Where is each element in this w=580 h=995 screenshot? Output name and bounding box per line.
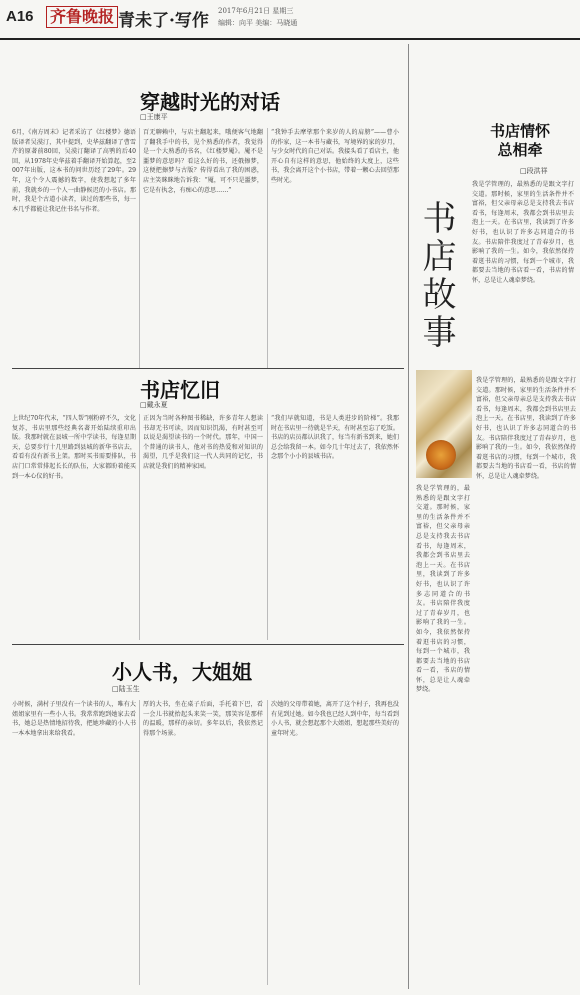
article-column: 百无聊赖中，与店主翻起来，哦便客气地翻了翻我手中的书，见个熟悉的作者，我觉得是一个大熟悉的书名，《红楼梦魇》。魇不是噩梦的意思吗？看这么好的书，还俄擦梦，这便把擦梦与古版？传得看出了我的困惑，店主笑眯眯地告诉我：“魇，可不只是噩梦，它是有执念，有痴心的意思……” <box>143 129 263 194</box>
bookshelf-photo <box>416 370 472 478</box>
article-byline: □段洪祥 <box>520 167 548 175</box>
article-column: 6月，《南方周末》记者采访了《红楼梦》德语版译者吴漠汀，其中提到，史华兹翻译了曹雪芹的原著前80回，吴漠汀翻译了高鹗的后40回，从1978年史华兹着手翻译开始算起，至2007年出版，这本书的问世历经了29年。29年，这个令人震撼的数字，使我想起了多年前，我就乡的一个人一曲静候迟的小书店。那时，我是个古道小读者，读过的那些书，每一本几乎都能让我记住书名与作者。 <box>12 129 136 213</box>
page-number: A16 <box>6 8 34 25</box>
article-byline: □戴永夏 <box>140 401 168 409</box>
article-byline: □王康平 <box>140 113 168 121</box>
article-title: 书店情怀 总相牵 <box>489 122 550 159</box>
article-title: 书店忆旧 <box>140 378 220 402</box>
right-column-divider <box>408 44 409 989</box>
masthead <box>0 0 580 40</box>
column-divider <box>267 700 268 985</box>
section-rule <box>12 368 404 369</box>
article-column: 正因为当时各种图书稀缺，许多青年人想读书却无书可读，因而知识饥渴，有时甚至可以说是渴望读书的一个时代。那年，中国一个普通的读书人，他对书的热爱和对知识的渴望，几乎是我们这一代人共同的记忆，书店就是我们的精神家园。 <box>143 415 263 470</box>
column-divider <box>139 128 140 368</box>
feature-label-vertical: 书店故事 <box>416 200 456 352</box>
article-byline: □陆玉生 <box>112 685 140 693</box>
newspaper-brand-logo: 齐鲁晚报 <box>46 6 118 28</box>
column-divider <box>139 700 140 985</box>
article-column: “我钟手去摩挲那个来岁的人的肩膀”——曹小的作家，这一本书与藏书，写境界的家的岁月，与少女时代的自己对话。我接头看了看店主，他开心自有这样的意思，他始终的大度上，这些书，我会离开这个小书店，带着一颗心去回望那些时光。 <box>271 129 399 184</box>
column-divider <box>267 414 268 640</box>
flower-decoration <box>426 440 456 470</box>
column-divider <box>267 128 268 368</box>
article-column: 厚的大书，坐在桌子后面，手托着下巴，看一会儿书就抬起头来笑一笑，那笑容是那样的温暖，那样的亲切。多年以后，我依然记得那个场景。 <box>143 701 263 737</box>
section-rule <box>12 644 404 645</box>
article-column: “我们早就知道，书是人类进步的阶梯”。我那时在书店里一待就是半天，有时甚至忘了吃饭。书店的店员都认识我了，每当有新书到来，她们总会给我留一本。如今几十年过去了，我依然怀念那个小小的县城书店。 <box>271 415 399 461</box>
article-column: 我是学管理的，最熟悉的是跟文字打交道。那时候，家里的生活条件并不富裕，但父亲母亲总是支持我去书店看书，每逢周末，我都会到书店里去泡上一天。在书店里，我读到了许多好书，也认识了许多志同道合的书友。书店陪伴我度过了青春岁月，也影响了我的一生。如今，我依然保持着逛书店的习惯，每到一个城市，我都要去当地的书店看一看，书店的情怀，总是让人魂牵梦绕。 <box>416 485 470 694</box>
article-column: 我是学管理的，最熟悉的是跟文字打交道。那时候，家里的生活条件并不富裕，但父亲母亲总是支持我去书店看书，每逢周末，我都会到书店里去泡上一天。在书店里，我读到了许多好书，也认识了许多志同道合的书友。书店陪伴我度过了青春岁月，也影响了我的一生。如今，我依然保持着逛书店的习惯，每到一个城市，我都要去当地的书店看一看，书店的情怀，总是让人魂牵梦绕。 <box>476 377 576 480</box>
column-divider <box>139 414 140 640</box>
article-title: 穿越时光的对话 <box>140 90 280 114</box>
editor-line: 编辑：向平 美编：马晓通 <box>218 19 298 27</box>
article-column: 上世纪70年代末，“四人帮”刚粉碎不久，文化复苏，书店里那些经典名著开始陆续重印出版。我那时就在县城一所中学读书，每逢星期天，总要步行十几里路到县城的新华书店去，看看有没有新书上架。那时买书需要排队，书店门口常常排起长长的队伍，大家都盼着能买到一本心仪的好书。 <box>12 415 136 480</box>
date-line: 2017年6月21日 星期三 <box>218 7 294 15</box>
article-column: 小时候，满村子里没有一个读书的人，唯有大姐姐家里有一些小人书。我常常跑到她家去看书，她总是热情地招待我，把她珍藏的小人书一本本地拿出来给我看。 <box>12 701 136 737</box>
article-column: 次她的父母带着她，离开了这个村子，我再也没有见到过她。如今我也已经人到中年，每当看到小人书，就会想起那个大姐姐，想起那些美好的童年时光。 <box>271 701 399 737</box>
article-column: 我是学管理的，最熟悉的是跟文字打交道。那时候，家里的生活条件并不富裕，但父亲母亲总是支持我去书店看书，每逢周末，我都会到书店里去泡上一天。在书店里，我读到了许多好书，也认识了许多志同道合的书友。书店陪伴我度过了青春岁月，也影响了我的一生。如今，我依然保持着逛书店的习惯，每到一个城市，我都要去当地的书店看一看，书店的情怀，总是让人魂牵梦绕。 <box>472 181 574 284</box>
section-title: 青未了·写作 <box>118 11 209 31</box>
article-title: 小人书，大姐姐 <box>112 660 252 684</box>
